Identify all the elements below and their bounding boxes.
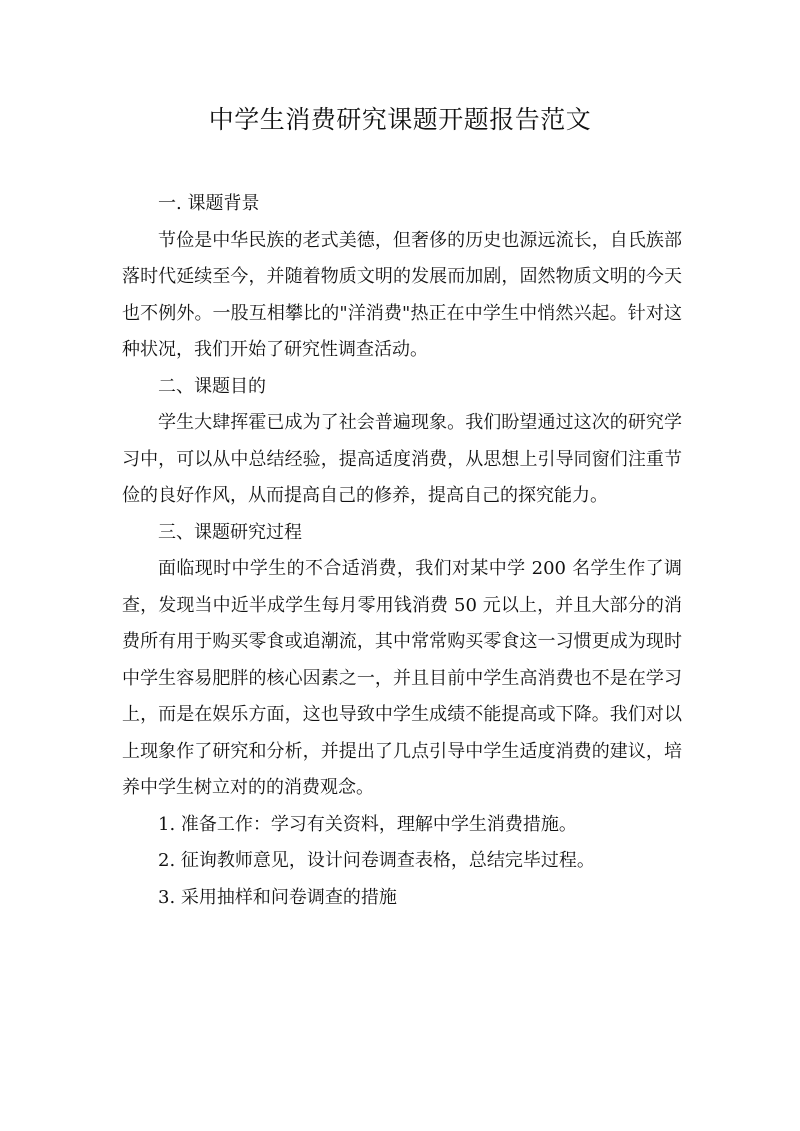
document-body [122,186,682,916]
section-heading-purpose: 二、课题目的 [158,375,266,397]
list-item-step-1: 1. 准备工作：学习有关资料，理解中学生消费措施。 [158,813,577,835]
list-item-step-3: 3. 采用抽样和问卷调查的措施 [158,886,397,908]
document-title: 中学生消费研究课题开题报告范文 [208,105,592,134]
section-heading-background: 一. 课题背景 [158,193,260,214]
list-item-step-2: 2. 征询教师意见，设计问卷调查表格，总结完毕过程。 [158,850,595,871]
paragraph-process: 面临现时中学生的不合适消费，我们对某中学 200 名学生作了调查，发现当中近半成学生每月零用钱消费 50 元以上，并且大部分的消费所有用于购买零食或追潮流，其中常常购买零食这一习惯更成为现时中学生容易肥胖的核心因素之一，并且目前中学生高消费也不是在学习上，而是在娱乐方面，这也导致中学生成绩不能提高或下降。我们对以上现象作了研究和分析，并提出了几点引导中学生适度消费的建议，培养中学生树立对的的消费观念。 [122,558,682,798]
section-heading-process: 三、课题研究过程 [158,521,302,543]
paragraph-purpose: 学生大肆挥霍已成为了社会普遍现象。我们盼望通过这次的研究学习中，可以从中总结经验，提高适度消费，从思想上引导同窗们注重节俭的良好作风，从而提高自己的修养，提高自己的探究能力。 [122,412,682,506]
paragraph-background: 节俭是中华民族的老式美德，但奢侈的历史也源远流长，自氏族部落时代延续至今，并随着物质文明的发展而加剧，固然物质文明的今天也不例外。一股互相攀比的"洋消费"热正在中学生中悄然兴起。针对这种状况，我们开始了研究性调查活动。 [122,229,682,360]
